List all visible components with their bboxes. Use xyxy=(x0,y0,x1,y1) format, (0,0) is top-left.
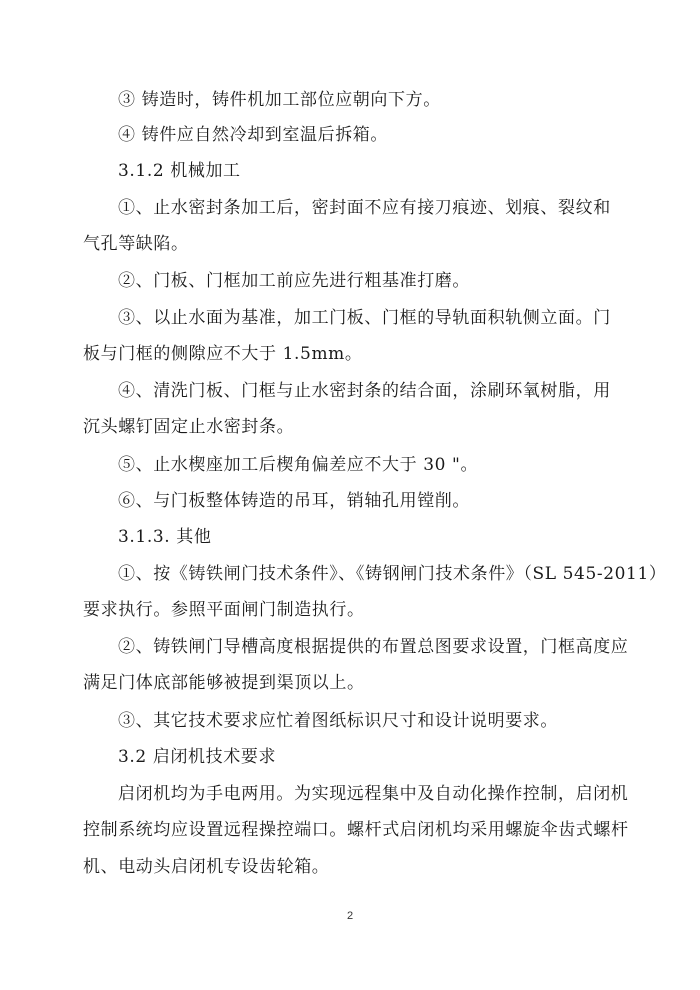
paragraph-guide-surface-line2: 板与门框的侧隙应不大于 1.5mm。 xyxy=(83,344,363,364)
section-heading-3-2: 3.2 启闭机技术要求 xyxy=(118,747,277,767)
section-heading-3-1-2: 3.1.2 机械加工 xyxy=(118,161,241,181)
page-number: 2 xyxy=(346,910,354,922)
paragraph-hoist-line2: 控制系统均应设置远程操控端口。螺杆式启闭机均采用螺旋伞齿式螺杆 xyxy=(83,820,629,840)
paragraph-standards-line1: ①、按《铸铁闸门技术条件》、《铸钢闸门技术条件》（SL 545-2011） xyxy=(118,564,667,584)
paragraph-hoist-line1: 启闭机均为手电两用。为实现远程集中及自动化操作控制，启闭机 xyxy=(118,784,629,804)
paragraph-standards-line2: 要求执行。参照平面闸门制造执行。 xyxy=(83,600,365,620)
paragraph-lifting-lug: ⑥、与门板整体铸造的吊耳，销轴孔用镗削。 xyxy=(118,491,470,511)
paragraph-guide-height-line2: 满足门体底部能够被提到渠顶以上。 xyxy=(83,673,365,693)
paragraph-hoist-line3: 机、电动头启闭机专设齿轮箱。 xyxy=(83,857,330,877)
section-heading-3-1-3: 3.1.3. 其他 xyxy=(118,527,212,547)
paragraph-casting-orientation: ③ 铸造时，铸件机加工部位应朝向下方。 xyxy=(118,90,441,110)
paragraph-casting-cooling: ④ 铸件应自然冷却到室温后拆箱。 xyxy=(118,125,389,145)
paragraph-wedge-angle: ⑤、止水楔座加工后楔角偏差应不大于 30 "。 xyxy=(118,455,479,475)
paragraph-grinding: ②、门板、门框加工前应先进行粗基准打磨。 xyxy=(118,271,470,291)
paragraph-seal-strip-line2: 气孔等缺陷。 xyxy=(83,234,189,254)
paragraph-epoxy-line2: 沉头螺钉固定止水密封条。 xyxy=(83,417,295,437)
paragraph-other-requirements: ③、其它技术要求应忙着图纸标识尺寸和设计说明要求。 xyxy=(118,711,558,731)
paragraph-guide-height-line1: ②、铸铁闸门导槽高度根据提供的布置总图要求设置，门框高度应 xyxy=(118,637,629,657)
paragraph-seal-strip-line1: ①、止水密封条加工后，密封面不应有接刀痕迹、划痕、裂纹和 xyxy=(118,198,611,218)
paragraph-guide-surface-line1: ③、以止水面为基准，加工门板、门框的导轨面积轨侧立面。门 xyxy=(118,308,611,328)
paragraph-epoxy-line1: ④、清洗门板、门框与止水密封条的结合面，涂刷环氧树脂，用 xyxy=(118,381,611,401)
